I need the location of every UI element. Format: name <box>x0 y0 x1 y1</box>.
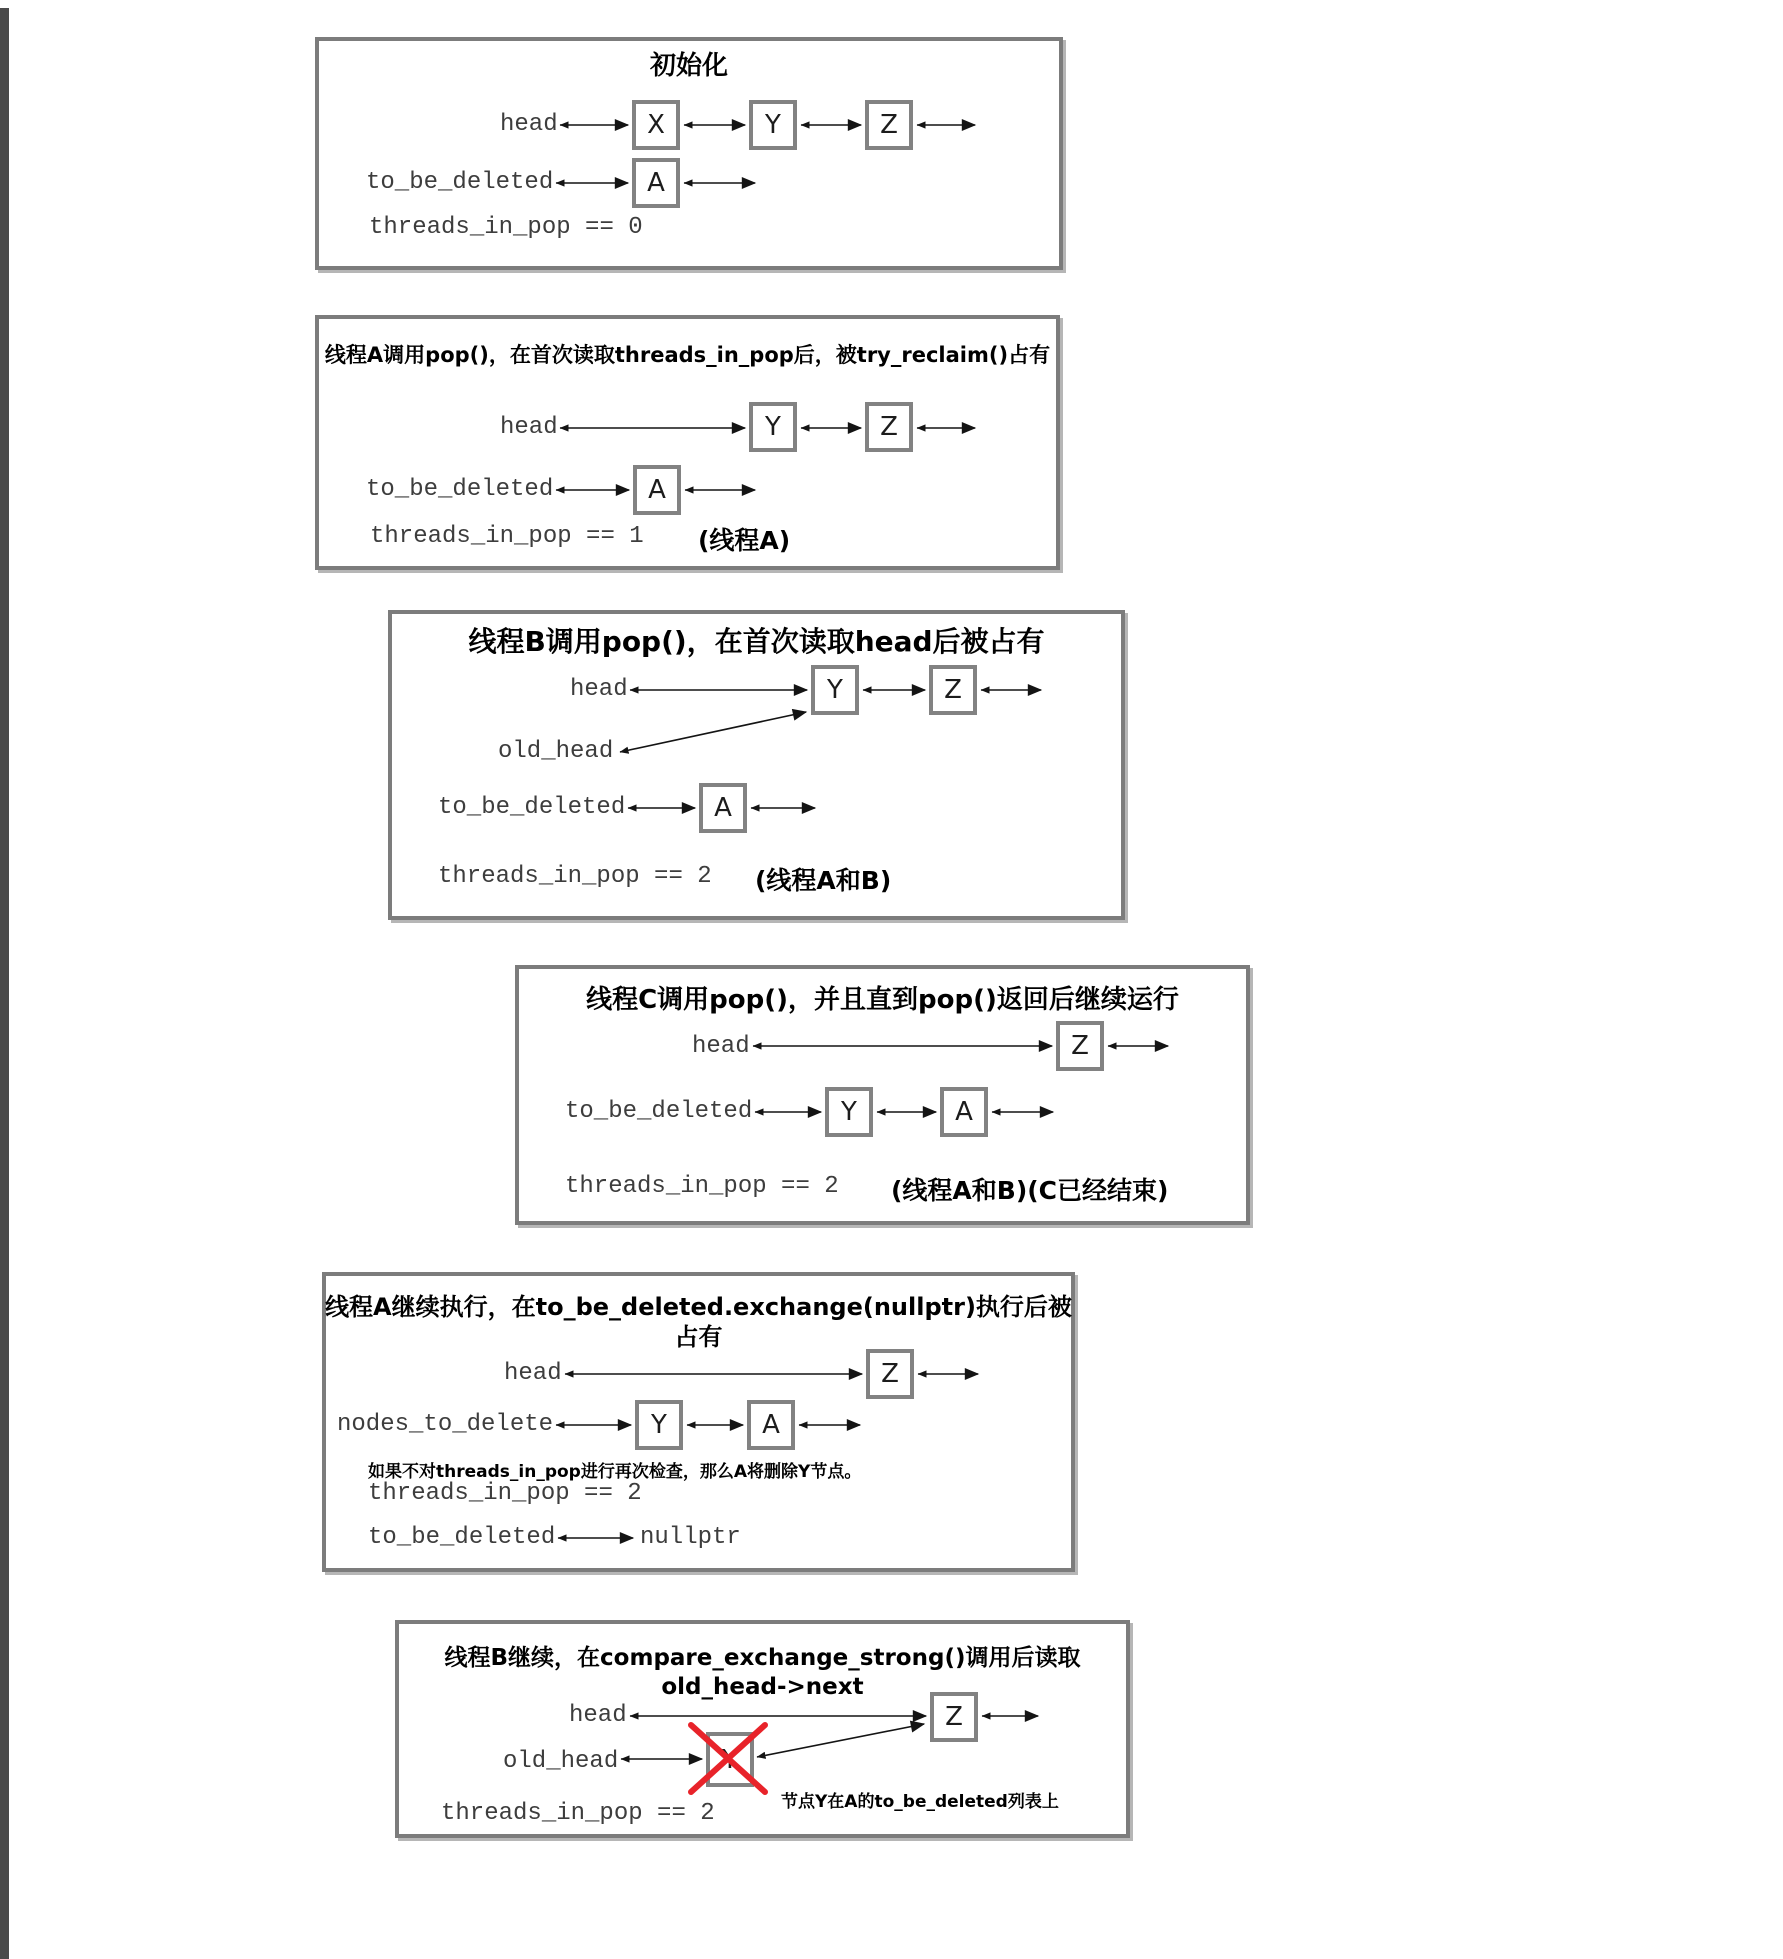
node-letter: Z <box>881 1359 899 1389</box>
panel3-status: threads_in_pop == 2 <box>438 863 712 890</box>
panel5-warning: 如果不对threads_in_pop进行再次检查，那么A将删除Y节点。 <box>368 1462 862 1482</box>
node-letter: Y <box>722 1744 738 1775</box>
panel5-nodes-to-delete-label: nodes_to_delete <box>337 1411 554 1438</box>
panel5-status: threads_in_pop == 2 <box>368 1480 642 1507</box>
panel2-status: threads_in_pop == 1 <box>370 523 644 550</box>
node-letter: Z <box>944 675 962 705</box>
panel1-node-a <box>632 158 680 208</box>
panel5-nullptr-value: nullptr <box>640 1524 741 1551</box>
panel6-node-z <box>930 1692 978 1742</box>
panel5-to-be-deleted-label: to_be_deleted <box>368 1524 556 1551</box>
panel1-node-z <box>865 100 913 150</box>
panel4-status-note: (线程A和B)(C已经结束) <box>891 1176 1169 1205</box>
panel1-head-label: head <box>500 111 558 138</box>
node-letter: A <box>648 475 666 505</box>
panel3-status-note: (线程A和B) <box>755 866 892 895</box>
panel3-node-y <box>811 665 859 715</box>
panel6-old-head-label: old_head <box>503 1748 619 1775</box>
panel3-title: 线程B调用pop()，在首次读取head后被占有 <box>468 625 1045 658</box>
panel4-node-z <box>1056 1021 1104 1071</box>
panel3-to-be-deleted-label: to_be_deleted <box>438 794 626 821</box>
node-letter: A <box>647 168 665 198</box>
node-letter: Y <box>841 1097 857 1127</box>
node-letter: Y <box>827 675 843 705</box>
panel2-node-z <box>865 402 913 452</box>
panel2-title: 线程A调用pop()，在首次读取threads_in_pop后，被try_reclaim()占有 <box>324 343 1051 367</box>
node-letter: A <box>762 1410 780 1440</box>
node-letter: X <box>647 110 665 140</box>
panel5-node-z <box>866 1349 914 1399</box>
panel1-node-y <box>749 100 797 150</box>
panel6-note: 节点Y在A的to_be_deleted列表上 <box>781 1792 1059 1812</box>
panel1-to-be-deleted-label: to_be_deleted <box>366 169 554 196</box>
panel3-head-label: head <box>570 676 628 703</box>
panel4-node-a <box>940 1087 988 1137</box>
node-letter: Y <box>765 110 781 140</box>
panel3-node-z <box>929 665 977 715</box>
node-letter: A <box>714 793 732 823</box>
panel1-status: threads_in_pop == 0 <box>369 214 643 241</box>
node-letter: A <box>955 1097 973 1127</box>
panel5-node-y <box>635 1400 683 1450</box>
panel6-head-label: head <box>569 1702 627 1729</box>
node-letter: Z <box>945 1702 963 1732</box>
panel2-to-be-deleted-label: to_be_deleted <box>366 476 554 503</box>
node-letter: Z <box>880 412 898 442</box>
panel6-node-y-deleted <box>706 1732 754 1787</box>
panel2-head-label: head <box>500 414 558 441</box>
panel4-status: threads_in_pop == 2 <box>565 1173 839 1200</box>
panel3-node-a <box>699 783 747 833</box>
node-letter: Z <box>1071 1031 1089 1061</box>
node-letter: Y <box>651 1410 667 1440</box>
panel5-title: 线程A继续执行，在to_be_deleted.exchange(nullptr)执行后被占有 <box>325 1293 1072 1351</box>
panel4-head-label: head <box>692 1033 750 1060</box>
panel4-node-y <box>825 1087 873 1137</box>
panel2-node-a <box>633 465 681 515</box>
panel2-node-y <box>749 402 797 452</box>
node-letter: Y <box>765 412 781 442</box>
panel3-old-head-label: old_head <box>498 738 614 765</box>
panel1-title: 初始化 <box>649 51 728 81</box>
panel5-node-a <box>747 1400 795 1450</box>
panel2-status-note: (线程A) <box>698 526 791 555</box>
panel4-title: 线程C调用pop()，并且直到pop()返回后继续运行 <box>586 985 1179 1015</box>
panel6-status: threads_in_pop == 2 <box>441 1800 715 1827</box>
panel4-to-be-deleted-label: to_be_deleted <box>565 1098 753 1125</box>
node-letter: Z <box>880 110 898 140</box>
panel5-head-label: head <box>504 1360 562 1387</box>
panel6-title: 线程B继续，在compare_exchange_strong()调用后读取old_head->next <box>444 1645 1081 1700</box>
panel1-node-x <box>632 100 680 150</box>
page-left-border <box>0 8 9 1959</box>
